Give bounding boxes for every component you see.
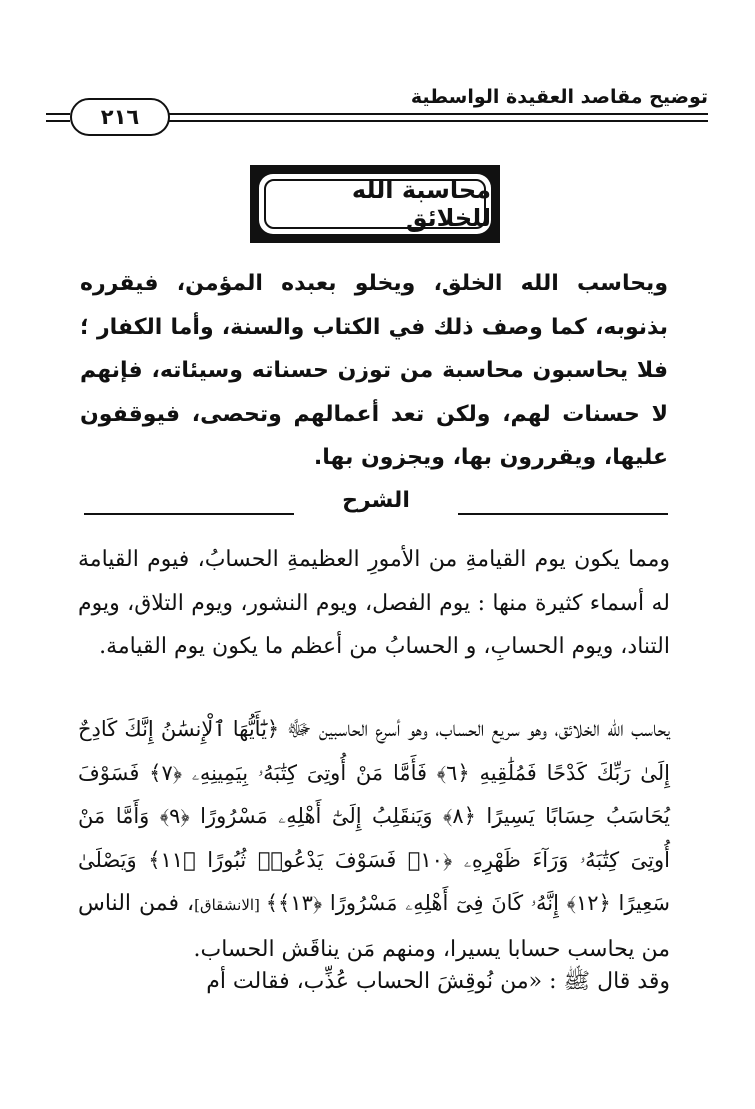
sharh-label: الشرح — [342, 488, 410, 513]
paragraph-3: وقد قال ﷺ : «من نُوقِشَ الحساب عُذِّب، فقالت أم — [206, 969, 670, 994]
section-title: محاسبة الله للخلائق — [351, 176, 491, 232]
surah-reference: [الانشقاق] — [194, 896, 266, 914]
page-number-bar — [46, 98, 708, 138]
section-title-frame — [250, 165, 500, 243]
sharh-line-left — [84, 513, 294, 515]
main-text: ويحاسب الله الخلق، ويخلو بعبده المؤمن، فيقرره بذنوبه، كما وصف ذلك في الكتاب والسنة، وأما الكفار ؛ فلا يحاسبون محاسبة من توزن حسناته وسيئاته، فإنهم لا حسنات لهم، ولكن تعد أعمالهم وتحصى، فيوقفون عليها، ويقررون بها، ويجزون بها. — [80, 271, 668, 470]
section-title-box — [259, 174, 491, 234]
paragraph-2-intro: يحاسب الله الخلائق، وهو سريع الحساب، وهو أسرع الحاسبين ﷻ — [279, 717, 670, 742]
page-header — [46, 78, 708, 138]
header-rule-top — [166, 113, 708, 115]
header-rule-left-bottom — [46, 120, 70, 122]
page-number: ٢١٦ — [70, 98, 170, 136]
paragraph-2 — [78, 708, 670, 971]
sharh-line-right — [458, 513, 668, 515]
header-rule-left-top — [46, 113, 70, 115]
paragraph-2-outro: ، فمن الناس من يحاسب حسابا يسيرا، ومنهم مَن يناقَش الحساب. — [78, 891, 670, 962]
header-rule-bottom — [166, 120, 708, 122]
quran-verses: ﴿يَٰٓأَيُّهَا ٱلْإِنسَٰنُ إِنَّكَ كَادِحٌ إِلَىٰ رَبِّكَ كَدْحًا فَمُلَٰقِيهِ ﴿٦﴾ فَأَمَّا مَنْ أُوتِىَ كِتَٰبَهُۥ بِيَمِينِهِۦ ﴿٧﴾ فَسَوْفَ يُحَاسَبُ حِسَابًا يَسِيرًا ﴿٨﴾ وَيَنقَلِبُ إِلَىٰٓ أَهْلِهِۦ مَسْرُورًا ﴿٩﴾ وَأَمَّا مَنْ أُوتِىَ كِتَٰبَهُۥ وَرَآءَ ظَهْرِهِۦ ﴿١٠﴾ فَسَوْفَ يَدْعُوا۟ ثُبُورًا ﴿١١﴾ وَيَصْلَىٰ سَعِيرًا ﴿١٢﴾ إِنَّهُۥ كَانَ فِىٓ أَهْلِهِۦ مَسْرُورًا ﴿١٣﴾﴾ — [78, 717, 671, 915]
paragraph-1: ومما يكون يوم القيامةِ من الأمورِ العظيمةِ الحسابُ، فيوم القيامة له أسماء كثيرة منها : يوم الفصل، ويوم النشور، ويوم التلاق، ويوم التناد، ويوم الحسابِ، و الحسابُ من أعظم ما يكون يوم القيامة. — [78, 547, 670, 659]
running-title: توضيح مقاصد العقيدة الواسطية — [410, 86, 708, 108]
sharh-divider — [84, 488, 668, 528]
